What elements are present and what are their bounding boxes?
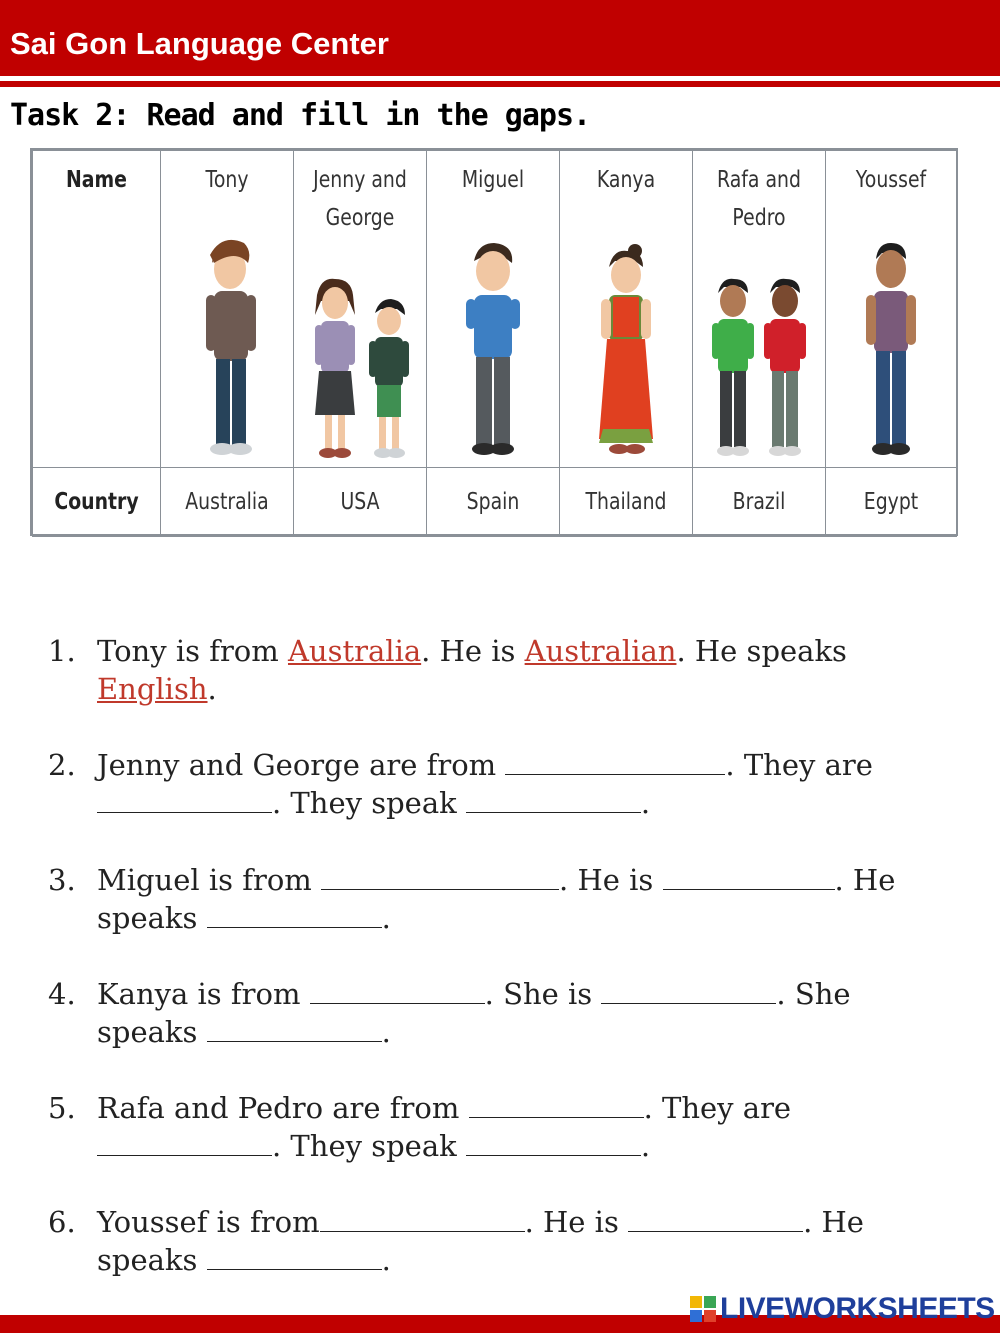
country-cell bbox=[693, 468, 826, 537]
person-cell-youssef bbox=[826, 151, 957, 468]
gap-nationality[interactable] bbox=[97, 788, 272, 813]
text: . He bbox=[834, 863, 896, 897]
kanya-figure bbox=[593, 243, 659, 461]
text: . She bbox=[776, 977, 851, 1011]
person-cell-kanya bbox=[560, 151, 693, 468]
text: Tony is from bbox=[97, 634, 288, 668]
text: . bbox=[640, 1129, 651, 1163]
tony-figure bbox=[192, 233, 262, 461]
text: . bbox=[640, 786, 651, 820]
text: . He speaks bbox=[676, 634, 847, 668]
country-text: Brazil bbox=[732, 489, 786, 515]
text: . bbox=[381, 1015, 391, 1049]
exercise-number: 4. bbox=[48, 977, 76, 1011]
text: . He is bbox=[524, 1205, 629, 1239]
text: . He bbox=[803, 1205, 864, 1239]
header-stripe bbox=[0, 81, 1000, 87]
gap-language[interactable] bbox=[207, 1245, 382, 1270]
answer-country: Australia bbox=[287, 634, 422, 668]
exercise-number: 2. bbox=[48, 748, 76, 782]
exercise-3 bbox=[48, 861, 948, 941]
liveworksheets-logo[interactable] bbox=[690, 1294, 995, 1324]
country-text: Thailand bbox=[585, 489, 667, 515]
text: . They speak bbox=[272, 1129, 466, 1163]
gap-country[interactable] bbox=[310, 979, 485, 1004]
country-cell bbox=[560, 468, 693, 537]
person-cell-jenny-george bbox=[294, 151, 427, 468]
person-cell-miguel bbox=[427, 151, 560, 468]
person-cell-rafa-pedro bbox=[693, 151, 826, 468]
text: . She is bbox=[484, 977, 602, 1011]
text: . They are bbox=[725, 748, 873, 782]
person-name: Rafa and bbox=[717, 167, 801, 193]
country-header-cell bbox=[33, 468, 161, 537]
gap-language[interactable] bbox=[207, 903, 382, 928]
rafa-figure bbox=[710, 275, 756, 461]
youssef-figure bbox=[860, 239, 922, 461]
text: Youssef is from bbox=[97, 1205, 320, 1239]
exercise-4 bbox=[48, 975, 948, 1055]
task-title: Task 2: Read and fill in the gaps. bbox=[10, 98, 591, 133]
text: . He is bbox=[421, 634, 525, 668]
gap-nationality[interactable] bbox=[97, 1131, 272, 1156]
logo-text: LIVEWORKSHEETS bbox=[720, 1292, 995, 1325]
text: Jenny and George are from bbox=[97, 748, 506, 782]
text: Kanya is from bbox=[97, 977, 310, 1011]
country-cell bbox=[427, 468, 560, 537]
george-figure bbox=[367, 295, 411, 461]
text: . bbox=[207, 672, 217, 706]
text: . They are bbox=[643, 1091, 792, 1125]
people-table bbox=[30, 148, 958, 536]
person-name: Miguel bbox=[461, 167, 525, 193]
exercise-number: 3. bbox=[48, 863, 76, 897]
miguel-figure bbox=[458, 239, 528, 461]
pedro-figure bbox=[762, 275, 808, 461]
gap-language[interactable] bbox=[466, 788, 641, 813]
text: speaks bbox=[97, 1015, 207, 1049]
person-cell-tony bbox=[161, 151, 294, 468]
country-header: Country bbox=[54, 489, 139, 515]
person-name: Tony bbox=[205, 167, 249, 193]
gap-country[interactable] bbox=[321, 865, 559, 890]
gap-nationality[interactable] bbox=[628, 1207, 803, 1232]
header-title: Sai Gon Language Center bbox=[10, 26, 389, 61]
gap-nationality[interactable] bbox=[663, 865, 835, 890]
exercise-2 bbox=[48, 746, 948, 826]
country-cell bbox=[294, 468, 427, 537]
gap-language[interactable] bbox=[207, 1017, 382, 1042]
header-bar bbox=[0, 0, 1000, 76]
text: Rafa and Pedro are from bbox=[97, 1091, 469, 1125]
gap-country[interactable] bbox=[469, 1093, 644, 1118]
exercise-6 bbox=[48, 1203, 948, 1283]
gap-nationality[interactable] bbox=[601, 979, 776, 1004]
gap-country[interactable] bbox=[505, 750, 725, 775]
exercise-number: 6. bbox=[48, 1205, 76, 1239]
text: . They speak bbox=[272, 786, 466, 820]
exercise-number: 1. bbox=[48, 634, 76, 668]
exercise-1 bbox=[48, 632, 948, 712]
gap-country[interactable] bbox=[320, 1207, 525, 1232]
text: Miguel is from bbox=[97, 863, 322, 897]
country-text: Spain bbox=[466, 489, 520, 515]
country-text: Australia bbox=[185, 489, 269, 515]
liveworksheets-icon bbox=[690, 1296, 716, 1322]
text: . bbox=[381, 1243, 391, 1277]
name-header-cell bbox=[33, 151, 161, 468]
country-cell bbox=[826, 468, 957, 537]
name-header: Name bbox=[66, 167, 127, 193]
person-name: Youssef bbox=[855, 167, 927, 193]
answer-language: English bbox=[97, 672, 208, 706]
person-name: Jenny and bbox=[313, 167, 407, 193]
gap-language[interactable] bbox=[466, 1131, 641, 1156]
country-cell bbox=[161, 468, 294, 537]
answer-nationality: Australian bbox=[524, 634, 677, 668]
text: . He is bbox=[559, 863, 663, 897]
country-text: USA bbox=[340, 489, 380, 515]
text: speaks bbox=[97, 1243, 207, 1277]
exercise-5 bbox=[48, 1089, 948, 1169]
text: . bbox=[381, 901, 391, 935]
person-name: Pedro bbox=[732, 205, 786, 231]
text: speaks bbox=[97, 901, 207, 935]
person-name: George bbox=[325, 205, 395, 231]
exercise-number: 5. bbox=[48, 1091, 76, 1125]
country-text: Egypt bbox=[863, 489, 919, 515]
jenny-figure bbox=[309, 275, 361, 461]
person-name: Kanya bbox=[596, 167, 656, 193]
